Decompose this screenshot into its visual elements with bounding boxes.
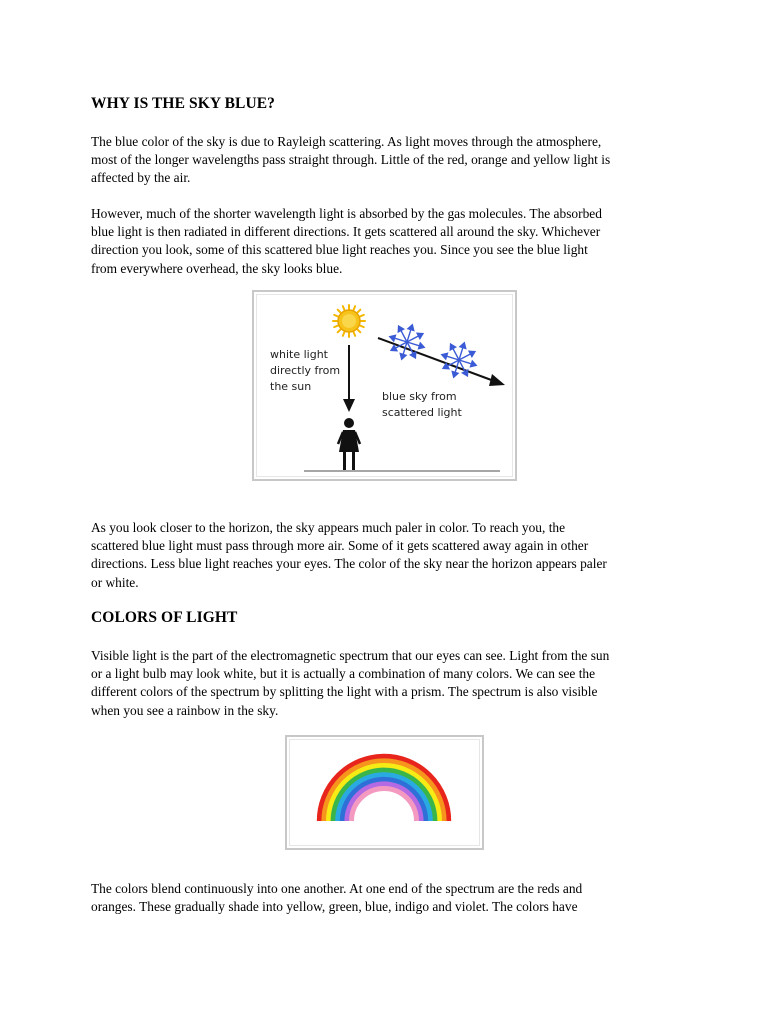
sun-ray xyxy=(360,315,364,317)
text-line: or a light bulb may look white, but it is actually a combination of many colors. We can see the xyxy=(91,666,596,682)
sun-ray xyxy=(357,310,360,313)
sun-ray xyxy=(343,332,345,336)
scatter-arrowhead xyxy=(460,343,466,349)
text-line: most of the longer wavelengths pass straight through. Little of the red, orange and yellow light is xyxy=(91,152,611,168)
text-line: However, much of the shorter wavelength light is absorbed by the gas molecules. The absorbed xyxy=(91,206,602,221)
scatter-arrowhead xyxy=(419,343,425,349)
scatter-arrowhead xyxy=(390,335,396,341)
scatter-arrowhead xyxy=(452,372,458,378)
scatter-burst-icons xyxy=(390,325,476,377)
sun-icon xyxy=(333,305,365,337)
sun-ray xyxy=(338,329,341,332)
rainbow-figure xyxy=(285,735,484,850)
sun-ray xyxy=(334,326,338,328)
sun-ray xyxy=(354,306,356,310)
rainbow-svg xyxy=(287,737,482,848)
paragraph-colors-blend xyxy=(91,880,691,916)
scatter-arrowhead xyxy=(408,325,414,331)
paragraph-shorter-wavelength xyxy=(91,205,691,278)
scatter-arrowhead xyxy=(417,333,423,338)
scattered-light-arrow-icon xyxy=(378,338,505,386)
text-line: different colors of the spectrum by splitting the light with a prism. The spectrum is also visible xyxy=(91,684,598,700)
text-line: scattered blue light must pass through more air. Some of it gets scattered away again in other xyxy=(91,538,589,554)
rainbow-icon xyxy=(319,756,448,821)
white-light-arrow-icon xyxy=(343,345,355,412)
scatter-arrowhead xyxy=(450,344,455,350)
sun-ray xyxy=(360,326,364,328)
scatter-arrowhead xyxy=(471,361,477,367)
sun-ray xyxy=(338,310,341,313)
scattering-diagram xyxy=(252,290,517,481)
heading-colors-of-light: COLORS OF LIGHT xyxy=(91,609,238,626)
sun-ray xyxy=(354,332,356,336)
scatter-arrowhead xyxy=(469,351,475,356)
text-line: oranges. These gradually shade into yellow, green, blue, indigo and violet. The colors have xyxy=(91,899,578,915)
paragraph-rayleigh-scattering xyxy=(91,133,691,188)
heading-why-is-sky-blue: WHY IS THE SKY BLUE? xyxy=(91,95,276,112)
sun-ray xyxy=(343,306,345,310)
text-line: directions. Less blue light reaches your eyes. The color of the sky near the horizon appears paler xyxy=(91,556,607,572)
text-line: As you look closer to the horizon, the sky appears much paler in color. To reach you, the xyxy=(91,520,566,535)
text-line: The blue color of the sky is due to Rayleigh scattering. As light moves through the atmosphere, xyxy=(91,134,602,149)
text-line: The colors blend continuously into one another. At one end of the spectrum are the reds and xyxy=(91,881,583,896)
text-line: blue light is then radiated in different directions. It gets scattered all around the sky. Whichever xyxy=(91,224,601,240)
scatter-arrowhead xyxy=(400,354,406,360)
paragraph-visible-light xyxy=(91,647,691,720)
text-line: when you see a rainbow in the sky. xyxy=(91,702,279,718)
text-line: affected by the air. xyxy=(91,170,191,186)
scatter-arrowhead xyxy=(391,345,397,350)
scatter-arrowhead xyxy=(410,352,415,358)
text-line: direction you look, some of this scattered blue light reaches you. Since you see the blue light xyxy=(91,242,588,258)
label-blue-sky: blue sky from scattered light xyxy=(382,390,462,419)
label-white-light: white light directly from the sun xyxy=(270,348,341,393)
person-icon xyxy=(338,418,360,470)
sun-ray xyxy=(357,329,360,332)
sun-ray xyxy=(334,315,338,317)
text-line: or white. xyxy=(91,574,139,590)
text-line: from everywhere overhead, the sky looks blue. xyxy=(91,260,343,276)
text-line: Visible light is the part of the electromagnetic spectrum that our eyes can see. Light from the sun xyxy=(91,648,610,663)
paragraph-horizon xyxy=(91,519,691,592)
scatter-arrowhead xyxy=(442,353,448,359)
scatter-arrowhead xyxy=(462,370,467,376)
scatter-arrowhead xyxy=(398,326,403,332)
scattering-diagram-svg xyxy=(254,292,515,479)
